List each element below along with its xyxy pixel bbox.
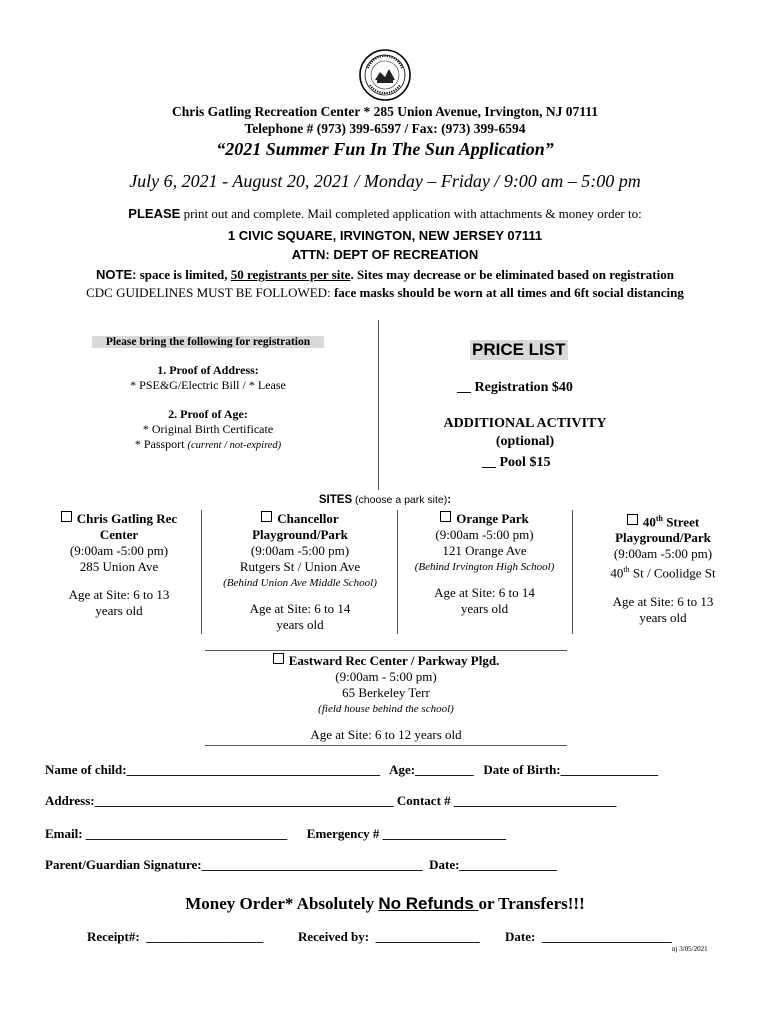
- mailing-attn: ATTN: DEPT OF RECREATION: [291, 247, 479, 262]
- header-phone: Telephone # (973) 399-6597 / Fax: (973) 399-6594: [244, 121, 526, 136]
- program-dates: July 6, 2021 - August 20, 2021 / Monday – Friday / 9:00 am – 5:00 pm: [129, 171, 641, 191]
- site-divider-1: [201, 510, 202, 634]
- signature-field[interactable]: Parent/Guardian Signature:__________________________________ Date:_______________: [45, 857, 557, 872]
- site5-bottom-rule: [205, 745, 567, 746]
- note-limit: 50 registrants per site: [230, 267, 351, 282]
- site-age-suffix: years old: [460, 601, 509, 616]
- passport-note: (current / not-expired): [187, 440, 282, 451]
- site-address: 40th St / Coolidge St: [610, 565, 716, 581]
- site-hours: (9:00am -5:00 pm): [250, 543, 350, 558]
- note-label: NOTE:: [96, 267, 137, 282]
- site-age: Age at Site: 6 to 13: [68, 587, 170, 602]
- cdc-line: [0, 285, 770, 301]
- mailing-address: 1 CIVIC SQUARE, IRVINGTON, NEW JERSEY 07111: [227, 228, 543, 243]
- price-list-heading: PRICE LIST: [472, 340, 566, 359]
- sites-colon: :: [447, 494, 452, 506]
- site-hours: (9:00am - 5:00 pm): [335, 669, 437, 684]
- site-hours: (9:00am -5:00 pm): [435, 527, 534, 542]
- site-hours: (9:00am -5:00 pm): [69, 543, 169, 558]
- proof-address-title: 1. Proof of Address:: [157, 363, 259, 377]
- site-note: (Behind Union Ave Middle School): [223, 577, 377, 589]
- checkbox-icon[interactable]: [440, 511, 451, 522]
- bring-heading: Please bring the following for registration: [92, 336, 324, 348]
- child-name-field[interactable]: Name of child:_______________________________________ Age:_________ Date of Birth:_______________: [45, 762, 659, 777]
- site-40th-street[interactable]: [574, 511, 752, 626]
- site-divider-3: [572, 510, 573, 634]
- note-line: [0, 267, 770, 283]
- page-title: “2021 Summer Fun In The Sun Application”: [216, 139, 554, 159]
- note-text-c: . Sites may decrease or be eliminated based on registration: [350, 267, 674, 282]
- sites-label: SITES: [318, 494, 353, 506]
- site-option-label: Orange Park: [398, 511, 571, 527]
- site-age-suffix: years old: [639, 609, 687, 625]
- receipt-field[interactable]: Receipt#: __________________: [87, 929, 264, 944]
- site-age-suffix: years old: [276, 617, 324, 632]
- money-order-text: Money Order* Absolutely: [185, 894, 379, 913]
- site-name-line2: Center: [99, 527, 139, 542]
- sites-note: (choose a park site): [352, 494, 448, 506]
- received-by-field[interactable]: Received by: ________________: [298, 929, 480, 944]
- divider-vertical: [378, 320, 379, 490]
- site-orange-park[interactable]: [398, 511, 571, 617]
- site-option-label: 40th Street: [574, 511, 752, 530]
- cdc-label: CDC GUIDELINES MUST BE FOLLOWED:: [86, 285, 334, 300]
- proof-address-items: * PSE&G/Electric Bill / * Lease: [130, 378, 286, 392]
- transfers-text: or Transfers!!!: [478, 894, 585, 913]
- price-registration: __ Registration $40: [457, 380, 573, 395]
- township-seal-logo: [358, 48, 412, 102]
- site-age-suffix: years old: [95, 603, 143, 618]
- site-eastward[interactable]: [205, 653, 567, 743]
- checkbox-icon[interactable]: [61, 511, 72, 522]
- checkbox-icon[interactable]: [261, 511, 272, 522]
- site5-top-rule: [205, 650, 567, 651]
- office-date-field[interactable]: Date: ____________________: [505, 929, 672, 944]
- checkbox-icon[interactable]: [627, 514, 638, 525]
- site-address: 65 Berkeley Terr: [342, 685, 430, 700]
- site-age: Age at Site: 6 to 12 years old: [310, 727, 462, 742]
- proof-age-title: 2. Proof of Age:: [168, 407, 248, 421]
- price-pool: __ Pool $15: [482, 455, 551, 470]
- site-age: Age at Site: 6 to 13: [612, 593, 714, 609]
- site-address: Rutgers St / Union Ave: [239, 559, 361, 574]
- note-text-a: space is limited,: [136, 267, 231, 282]
- site-age: Age at Site: 6 to 14: [249, 601, 351, 616]
- proof-age-item1: * Original Birth Certificate: [142, 422, 274, 436]
- address-field[interactable]: Address:______________________________________________ Contact # _________________________: [45, 793, 617, 808]
- site-option-label: Chancellor: [204, 511, 396, 527]
- site-chris-gatling[interactable]: [40, 511, 198, 619]
- site-note: (field house behind the school): [318, 703, 454, 715]
- checkbox-icon[interactable]: [273, 653, 284, 664]
- site-option-label: Eastward Rec Center / Parkway Plgd.: [205, 653, 567, 669]
- please-label: PLEASE: [128, 206, 181, 221]
- please-line: [0, 206, 770, 222]
- site-address: 121 Orange Ave: [442, 543, 527, 558]
- no-refunds-text: No Refunds: [378, 894, 479, 913]
- version-stamp: nj 3/05/2021: [672, 945, 708, 953]
- please-text: print out and complete. Mail completed application with attachments & money order to:: [180, 206, 642, 221]
- additional-optional: (optional): [495, 434, 555, 449]
- email-field[interactable]: Email: _______________________________ Emergency # ___________________: [45, 826, 507, 841]
- proof-age-item2: [92, 437, 324, 452]
- site-age: Age at Site: 6 to 14: [434, 585, 535, 600]
- cdc-text: face masks should be worn at all times and 6ft social distancing: [333, 285, 684, 300]
- passport-label: * Passport: [134, 437, 188, 451]
- header-address: Chris Gatling Recreation Center * 285 Union Avenue, Irvington, NJ 07111: [171, 104, 598, 119]
- site-address: 285 Union Ave: [79, 559, 159, 574]
- site-note: (Behind Irvington High School): [414, 561, 555, 573]
- site-name-line2: Playground/Park: [615, 530, 711, 546]
- refund-notice: [0, 894, 770, 914]
- site-option-label: Chris Gatling Rec: [40, 511, 198, 527]
- site-hours: (9:00am -5:00 pm): [613, 546, 713, 562]
- site-name-line2: Playground/Park: [252, 527, 348, 542]
- sites-heading: [0, 494, 770, 506]
- site-chancellor[interactable]: [204, 511, 396, 633]
- additional-activity: ADDITIONAL ACTIVITY: [443, 416, 607, 431]
